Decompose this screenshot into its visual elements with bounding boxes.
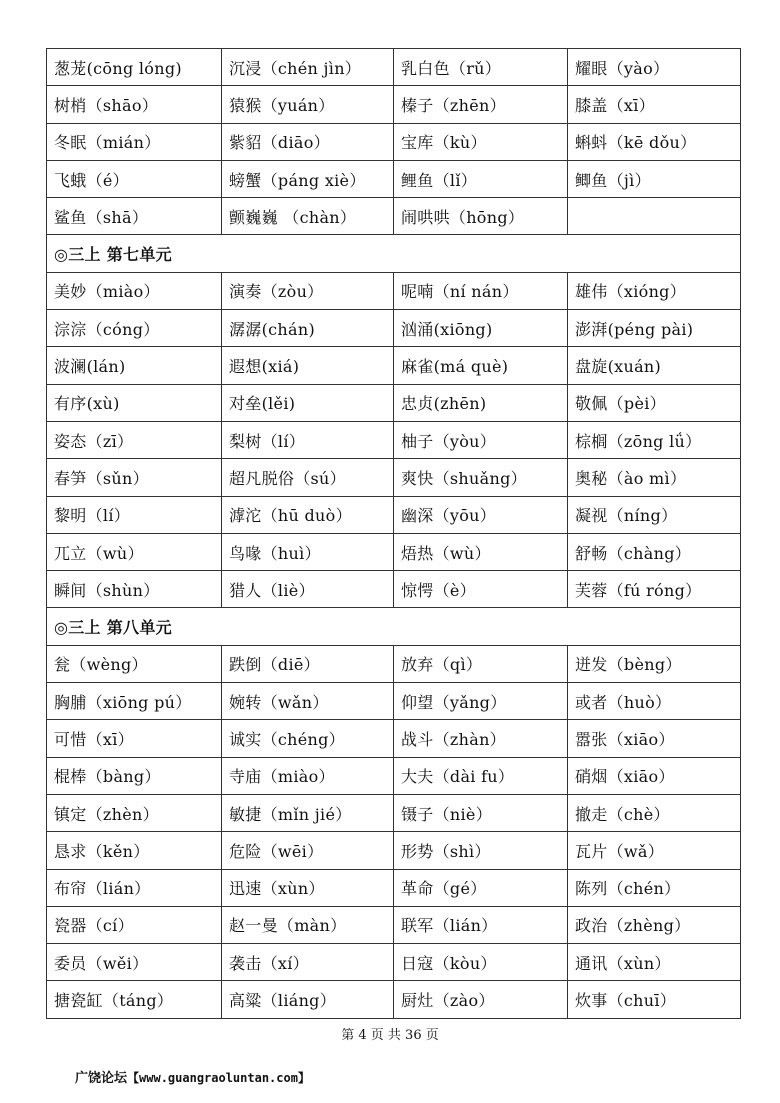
vocab-cell: 冬眠（mián） bbox=[47, 123, 222, 160]
vocab-cell: 瓮（wèng） bbox=[47, 645, 222, 682]
vocab-cell: 淙淙（cóng） bbox=[47, 310, 222, 347]
vocab-cell: 梨树（lí） bbox=[222, 421, 394, 458]
vocab-cell: 波澜(lán) bbox=[47, 347, 222, 384]
vocab-cell: 鸟喙（huì） bbox=[222, 533, 394, 570]
section-title: ◎三上 第七单元 bbox=[47, 235, 741, 272]
vocab-cell: 炊事（chuī） bbox=[568, 981, 741, 1018]
vocab-cell: 奥秘（ào mì） bbox=[568, 459, 741, 496]
table-row bbox=[47, 347, 741, 384]
table-row bbox=[47, 49, 741, 86]
vocab-cell: 忠贞(zhēn) bbox=[394, 384, 568, 421]
vocab-cell: 黎明（lí） bbox=[47, 496, 222, 533]
vocab-cell: 惊愕（è） bbox=[394, 571, 568, 608]
table-row bbox=[47, 198, 741, 235]
vocab-cell: 跌倒（diē） bbox=[222, 645, 394, 682]
vocab-cell: 迅速（xùn） bbox=[222, 869, 394, 906]
table-row bbox=[47, 794, 741, 831]
vocab-cell: 遐想(xiá) bbox=[222, 347, 394, 384]
vocab-cell: 超凡脱俗（sú） bbox=[222, 459, 394, 496]
empty-cell bbox=[568, 198, 741, 235]
vocab-cell: 高粱（liáng） bbox=[222, 981, 394, 1018]
vocab-cell: 潺潺(chán) bbox=[222, 310, 394, 347]
vocab-cell: 诚实（chéng） bbox=[222, 720, 394, 757]
vocab-cell: 撤走（chè） bbox=[568, 794, 741, 831]
vocab-cell: 颤巍巍 （chàn） bbox=[222, 198, 394, 235]
vocab-cell: 汹涌(xiōng) bbox=[394, 310, 568, 347]
vocab-cell: 蝌蚪（kē dǒu） bbox=[568, 123, 741, 160]
vocab-cell: 呢喃（ní nán） bbox=[394, 272, 568, 309]
vocab-cell: 厨灶（zào） bbox=[394, 981, 568, 1018]
vocab-cell: 盘旋(xuán) bbox=[568, 347, 741, 384]
table-row bbox=[47, 272, 741, 309]
table-row bbox=[47, 757, 741, 794]
vocab-cell: 瞬间（shùn） bbox=[47, 571, 222, 608]
vocab-cell: 焐热（wù） bbox=[394, 533, 568, 570]
vocab-cell: 迸发（bèng） bbox=[568, 645, 741, 682]
vocab-cell: 搪瓷缸（táng） bbox=[47, 981, 222, 1018]
vocab-cell: 联军（lián） bbox=[394, 906, 568, 943]
vocab-cell: 飞蛾（é） bbox=[47, 160, 222, 197]
vocab-cell: 胸脯（xiōng pú） bbox=[47, 683, 222, 720]
vocab-cell: 赵一曼（màn） bbox=[222, 906, 394, 943]
table-row bbox=[47, 683, 741, 720]
table-row bbox=[47, 869, 741, 906]
vocab-cell: 可惜（xī） bbox=[47, 720, 222, 757]
vocab-cell: 沉浸（chén jìn） bbox=[222, 49, 394, 86]
table-row bbox=[47, 123, 741, 160]
vocab-cell: 战斗（zhàn） bbox=[394, 720, 568, 757]
vocab-cell: 敏捷（mǐn jié） bbox=[222, 794, 394, 831]
table-row bbox=[47, 944, 741, 981]
vocab-cell: 或者（huò） bbox=[568, 683, 741, 720]
vocab-cell: 通讯（xùn） bbox=[568, 944, 741, 981]
vocab-cell: 乳白色（rǔ） bbox=[394, 49, 568, 86]
vocab-cell: 寺庙（miào） bbox=[222, 757, 394, 794]
vocab-cell: 澎湃(péng pài) bbox=[568, 310, 741, 347]
vocab-cell: 柚子（yòu） bbox=[394, 421, 568, 458]
vocab-cell: 大夫（dài fu） bbox=[394, 757, 568, 794]
site-url: 【www.guangraoluntan.com】 bbox=[127, 1071, 310, 1085]
vocab-cell: 舒畅（chàng） bbox=[568, 533, 741, 570]
vocab-cell: 危险（wēi） bbox=[222, 832, 394, 869]
vocab-cell: 爽快（shuǎng） bbox=[394, 459, 568, 496]
vocabulary-table bbox=[46, 48, 741, 1019]
vocab-cell: 螃蟹（páng xiè） bbox=[222, 160, 394, 197]
vocab-cell: 形势（shì） bbox=[394, 832, 568, 869]
vocab-cell: 鲫鱼（jì） bbox=[568, 160, 741, 197]
vocab-cell: 紫貂（diāo） bbox=[222, 123, 394, 160]
vocab-cell: 麻雀(má què) bbox=[394, 347, 568, 384]
vocab-cell: 春笋（sǔn） bbox=[47, 459, 222, 496]
table-row bbox=[47, 720, 741, 757]
vocab-cell: 硝烟（xiāo） bbox=[568, 757, 741, 794]
vocab-cell: 陈列（chén） bbox=[568, 869, 741, 906]
vocab-cell: 对垒(lěi) bbox=[222, 384, 394, 421]
vocab-cell: 婉转（wǎn） bbox=[222, 683, 394, 720]
vocab-cell: 榛子（zhēn） bbox=[394, 86, 568, 123]
vocab-cell: 镊子（niè） bbox=[394, 794, 568, 831]
vocab-cell: 敬佩（pèi） bbox=[568, 384, 741, 421]
table-row bbox=[47, 421, 741, 458]
section-title: ◎三上 第八单元 bbox=[47, 608, 741, 645]
vocab-cell: 葱茏(cōng lóng) bbox=[47, 49, 222, 86]
table-row bbox=[47, 832, 741, 869]
table-row bbox=[47, 459, 741, 496]
vocab-cell: 有序(xù) bbox=[47, 384, 222, 421]
vocab-cell: 膝盖（xī） bbox=[568, 86, 741, 123]
site-name: 广饶论坛 bbox=[75, 1071, 128, 1086]
table-row bbox=[47, 645, 741, 682]
vocab-cell: 姿态（zī） bbox=[47, 421, 222, 458]
vocab-cell: 布帘（lián） bbox=[47, 869, 222, 906]
vocab-cell: 瓦片（wǎ） bbox=[568, 832, 741, 869]
site-footer bbox=[75, 1067, 310, 1086]
vocab-cell: 嚣张（xiāo） bbox=[568, 720, 741, 757]
vocab-cell: 棕榈（zōng lǘ） bbox=[568, 421, 741, 458]
vocab-cell: 凝视（níng） bbox=[568, 496, 741, 533]
vocab-cell: 宝库（kù） bbox=[394, 123, 568, 160]
vocab-cell: 猎人（liè） bbox=[222, 571, 394, 608]
table-row bbox=[47, 571, 741, 608]
vocab-cell: 委员（wěi） bbox=[47, 944, 222, 981]
vocab-cell: 日寇（kòu） bbox=[394, 944, 568, 981]
vocab-cell: 仰望（yǎng） bbox=[394, 683, 568, 720]
table-row bbox=[47, 496, 741, 533]
vocab-cell: 雄伟（xióng） bbox=[568, 272, 741, 309]
vocab-cell: 瓷器（cí） bbox=[47, 906, 222, 943]
vocab-cell: 革命（gé） bbox=[394, 869, 568, 906]
table-row bbox=[47, 310, 741, 347]
vocab-cell: 恳求（kěn） bbox=[47, 832, 222, 869]
page-number: 第 4 页 共 36 页 bbox=[341, 1028, 439, 1043]
vocab-cell: 棍棒（bàng） bbox=[47, 757, 222, 794]
vocab-cell: 鲤鱼（lǐ） bbox=[394, 160, 568, 197]
vocab-cell: 放弃（qì） bbox=[394, 645, 568, 682]
table-row bbox=[47, 160, 741, 197]
table-row bbox=[47, 981, 741, 1018]
section-header-row bbox=[47, 235, 741, 272]
section-header-row bbox=[47, 608, 741, 645]
table-row bbox=[47, 86, 741, 123]
table-row bbox=[47, 533, 741, 570]
vocab-cell: 耀眼（yào） bbox=[568, 49, 741, 86]
vocab-cell: 芙蓉（fú róng） bbox=[568, 571, 741, 608]
vocab-cell: 闹哄哄（hōng） bbox=[394, 198, 568, 235]
table-row bbox=[47, 906, 741, 943]
vocab-cell: 袭击（xí） bbox=[222, 944, 394, 981]
vocab-cell: 猿猴（yuán） bbox=[222, 86, 394, 123]
vocab-cell: 鲨鱼（shā） bbox=[47, 198, 222, 235]
vocab-cell: 滹沱（hū duò） bbox=[222, 496, 394, 533]
vocab-cell: 幽深（yōu） bbox=[394, 496, 568, 533]
vocab-cell: 兀立（wù） bbox=[47, 533, 222, 570]
vocab-cell: 树梢（shāo） bbox=[47, 86, 222, 123]
vocab-cell: 演奏（zòu） bbox=[222, 272, 394, 309]
vocab-cell: 政治（zhèng） bbox=[568, 906, 741, 943]
vocab-cell: 美妙（miào） bbox=[47, 272, 222, 309]
table-row bbox=[47, 384, 741, 421]
vocab-cell: 镇定（zhèn） bbox=[47, 794, 222, 831]
